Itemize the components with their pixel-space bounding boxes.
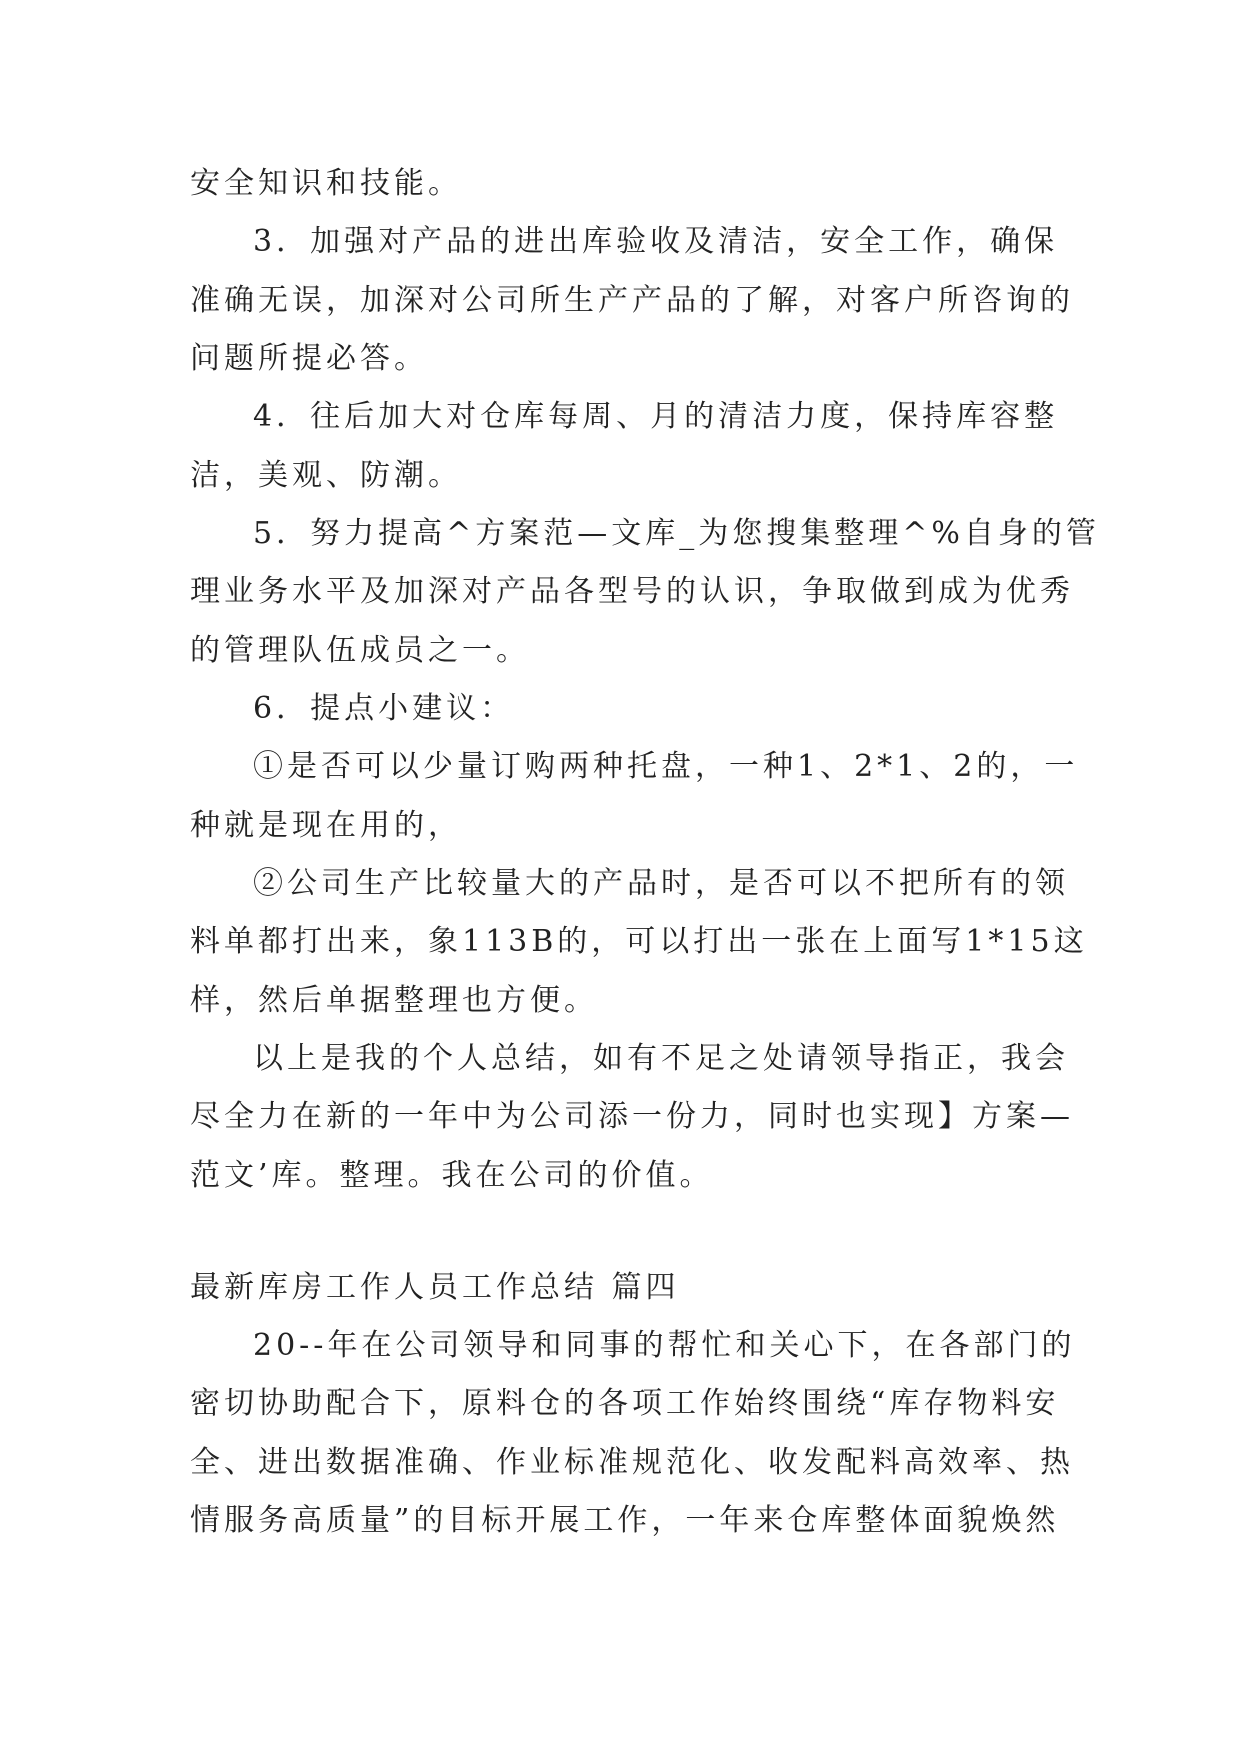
paragraph-line: 问题所提必答。	[190, 341, 428, 376]
paragraph-line: 范文’库。整理。我在公司的价值。	[190, 1158, 714, 1193]
paragraph-line: 种就是现在用的，	[190, 808, 462, 843]
list-item-5-line: 5．努力提高^方案范—文库_为您搜集整理^%自身的管	[253, 516, 1100, 551]
paragraph-line: 安全知识和技能。	[190, 166, 462, 201]
paragraph-line: 的管理队伍成员之一。	[190, 633, 530, 668]
paragraph-line: 尽全力在新的一年中为公司添一份力，同时也实现】方案—	[190, 1099, 1074, 1134]
paragraph-line: 样，然后单据整理也方便。	[190, 983, 598, 1018]
paragraph-line: 密切协助配合下，原料仓的各项工作始终围绕“库存物料安	[190, 1386, 1060, 1421]
paragraph-line: 料单都打出来，象113B的，可以打出一张在上面写1*15这	[190, 924, 1088, 959]
list-item-4-line: 4．往后加大对仓库每周、月的清洁力度，保持库容整	[253, 399, 1059, 434]
paragraph-line: 20--年在公司领导和同事的帮忙和关心下，在各部门的	[253, 1328, 1076, 1363]
paragraph-line: 情服务高质量”的目标开展工作，一年来仓库整体面貌焕然	[190, 1503, 1060, 1538]
paragraph-line: 准确无误，加深对公司所生产产品的了解，对客户所咨询的	[190, 283, 1074, 318]
conclusion-line: 以上是我的个人总结，如有不足之处请领导指正，我会	[253, 1041, 1069, 1076]
suggestion-1-line: ①是否可以少量订购两种托盘，一种1、2*1、2的，一	[253, 749, 1079, 784]
paragraph-line: 洁，美观、防潮。	[190, 458, 462, 493]
list-item-3-line: 3．加强对产品的进出库验收及清洁，安全工作，确保	[253, 224, 1059, 259]
list-item-6-line: 6．提点小建议：	[253, 691, 515, 726]
suggestion-2-line: ②公司生产比较量大的产品时，是否可以不把所有的领	[253, 866, 1069, 901]
paragraph-line: 全、进出数据准确、作业标准规范化、收发配料高效率、热	[190, 1445, 1074, 1480]
paragraph-line: 理业务水平及加深对产品各型号的认识，争取做到成为优秀	[190, 574, 1074, 609]
section-heading: 最新库房工作人员工作总结 篇四	[190, 1270, 680, 1305]
